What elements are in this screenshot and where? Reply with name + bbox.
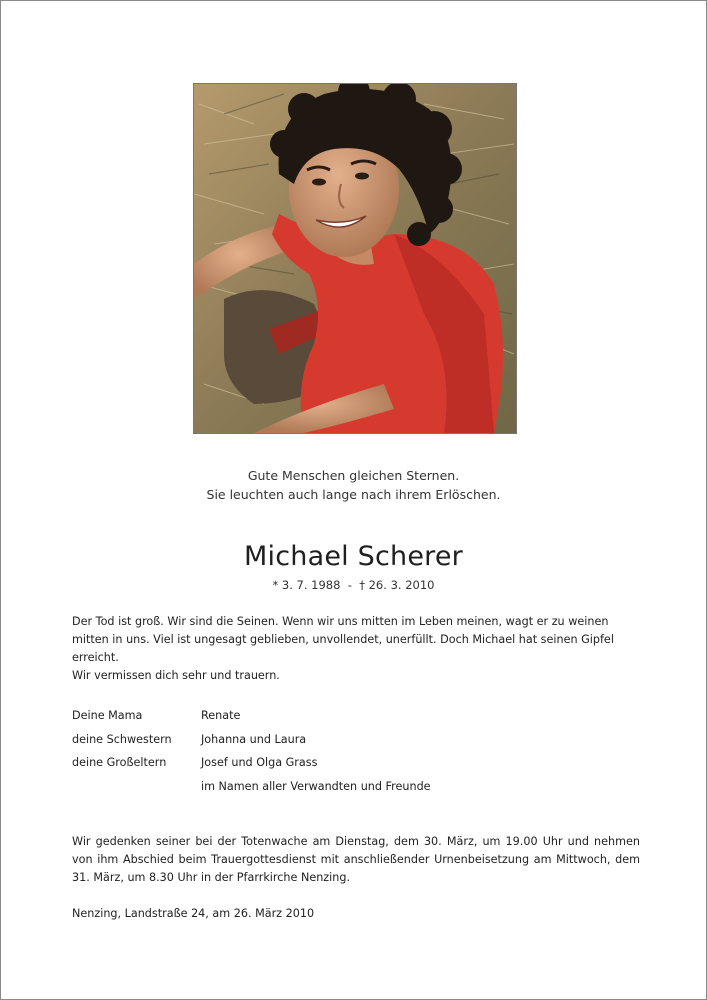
portrait-illustration: [194, 84, 516, 433]
quote-line-1: Gute Menschen gleichen Sternen.: [247, 468, 460, 483]
family-relation: deine Schwestern: [72, 733, 172, 746]
family-names: im Namen aller Verwandten und Freunde: [201, 780, 431, 793]
family-relation: Deine Mama: [72, 709, 143, 722]
family-names: Renate: [201, 709, 241, 722]
family-relation: deine Großeltern: [72, 756, 167, 769]
portrait-photo: [193, 83, 517, 434]
place-and-date: Nenzing, Landstraße 24, am 26. März 2010: [72, 907, 315, 920]
quote-line-2: Sie leuchten auch lange nach ihrem Erlöschen.: [206, 487, 501, 502]
family-names: Josef und Olga Grass: [201, 756, 318, 769]
deceased-name: Michael Scherer: [244, 541, 463, 572]
mourning-line: Wir vermissen dich sehr und trauern.: [72, 669, 280, 682]
memorial-paragraph: Der Tod ist groß. Wir sind die Seinen. Wenn wir uns mitten im Leben meinen, wagt er zu weinen mitten in uns. Viel ist ungesagt geblieben, unvollendet, unerfüllt. Doch Michael hat seinen Gipfel erreicht.: [72, 615, 614, 664]
family-names: Johanna und Laura: [201, 733, 307, 746]
funeral-details: Wir gedenken seiner bei der Totenwache am Dienstag, dem 30. März, um 19.00 Uhr und nehmen von ihm Abschied beim Trauergottesdienst mit anschließender Urnenbeisetzung am Mittwoch, dem 31. März, um 8.30 Uhr in der Pfarrkirche Nenzing.: [72, 835, 640, 884]
life-dates: * 3. 7. 1988 - † 26. 3. 2010: [272, 578, 435, 592]
